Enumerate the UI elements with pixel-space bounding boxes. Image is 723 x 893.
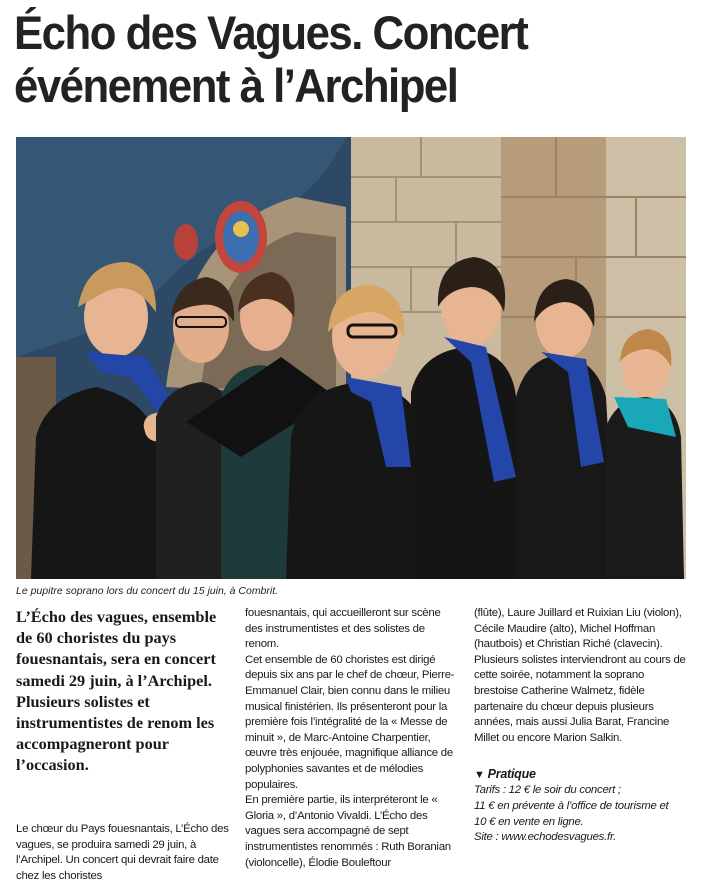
choir-photo [16, 137, 686, 579]
body-text-col1: Le chœur du Pays fouesnantais, L’Écho des vagues, se produira samedi 29 juin, à l’Archipel. Un concert qui devrait faire date chez les choristes [16, 823, 229, 882]
body-col3-paragraph-2: Plusieurs solistes interviendront au cours de cette soirée, notamment la soprano brestoise Catherine Walmetz, fidèle partenaire du chœur depuis plusieurs années, mais aussi Julia Barat, Francine Millet ou encore Marion Salkin. [474, 653, 686, 744]
lead-paragraph [16, 606, 232, 776]
lead-text: L’Écho des vagues, ensemble de 60 choristes du pays fouesnantais, sera en concert samedi 29 juin, à l’Archipel. Plusieurs solistes et instrumentistes de renom les accompagneront pour l’occasion. [16, 607, 217, 775]
body-column-3 [474, 606, 690, 846]
headline-line-2: événement à l’Archipel [14, 59, 458, 112]
pratique-title: Pratique [487, 767, 536, 782]
headline-line-1: Écho des Vagues. Concert [14, 6, 528, 59]
pratique-line-3: 10 € en vente en ligne. [474, 815, 584, 828]
body-col2-paragraph-2: Cet ensemble de 60 choristes est dirigé depuis six ans par le chef de chœur, Pierre-Emmanuel Clair, bien connu dans le milieu musical finistérien. Ils présenteront pour la première fois l’intégralité de la « Messe de minuit », de Marc-Antoine Charpentier, œuvre très enjouée, magnifique alliance de polyphonies savantes et de mélodies populaires. [245, 653, 455, 791]
photo-caption: Le pupitre soprano lors du concert du 15 juin, à Combrit. [16, 585, 279, 597]
pratique-box [474, 766, 690, 845]
pratique-line-2: 11 € en prévente à l’office de tourisme et [474, 799, 669, 812]
body-col2-paragraph-1: fouesnantais, qui accueilleront sur scène des instrumentistes et des solistes de renom. [245, 607, 441, 651]
pratique-website: Site : www.echodesvagues.fr. [474, 831, 616, 844]
body-col3-paragraph-1: (flûte), Laure Juillard et Ruixian Liu (violon), Cécile Maudire (alto), Michel Hoffman (hautbois) et Christian Riché (clavecin). [474, 607, 682, 651]
pratique-heading [474, 766, 690, 783]
body-column-1 [16, 822, 230, 884]
triangle-down-icon: ▼ [474, 769, 485, 782]
pratique-line-1: Tarifs : 12 € le soir du concert ; [474, 784, 621, 797]
headline [14, 6, 665, 112]
body-col2-paragraph-3: En première partie, ils interpréteront le « Gloria », d’Antonio Vivaldi. L’Écho des vagues sera accompagné de sept instrumentistes renommés : Ruth Boranian (violoncelle), Élodie Bouleftour [245, 794, 451, 869]
body-column-2 [245, 606, 461, 871]
